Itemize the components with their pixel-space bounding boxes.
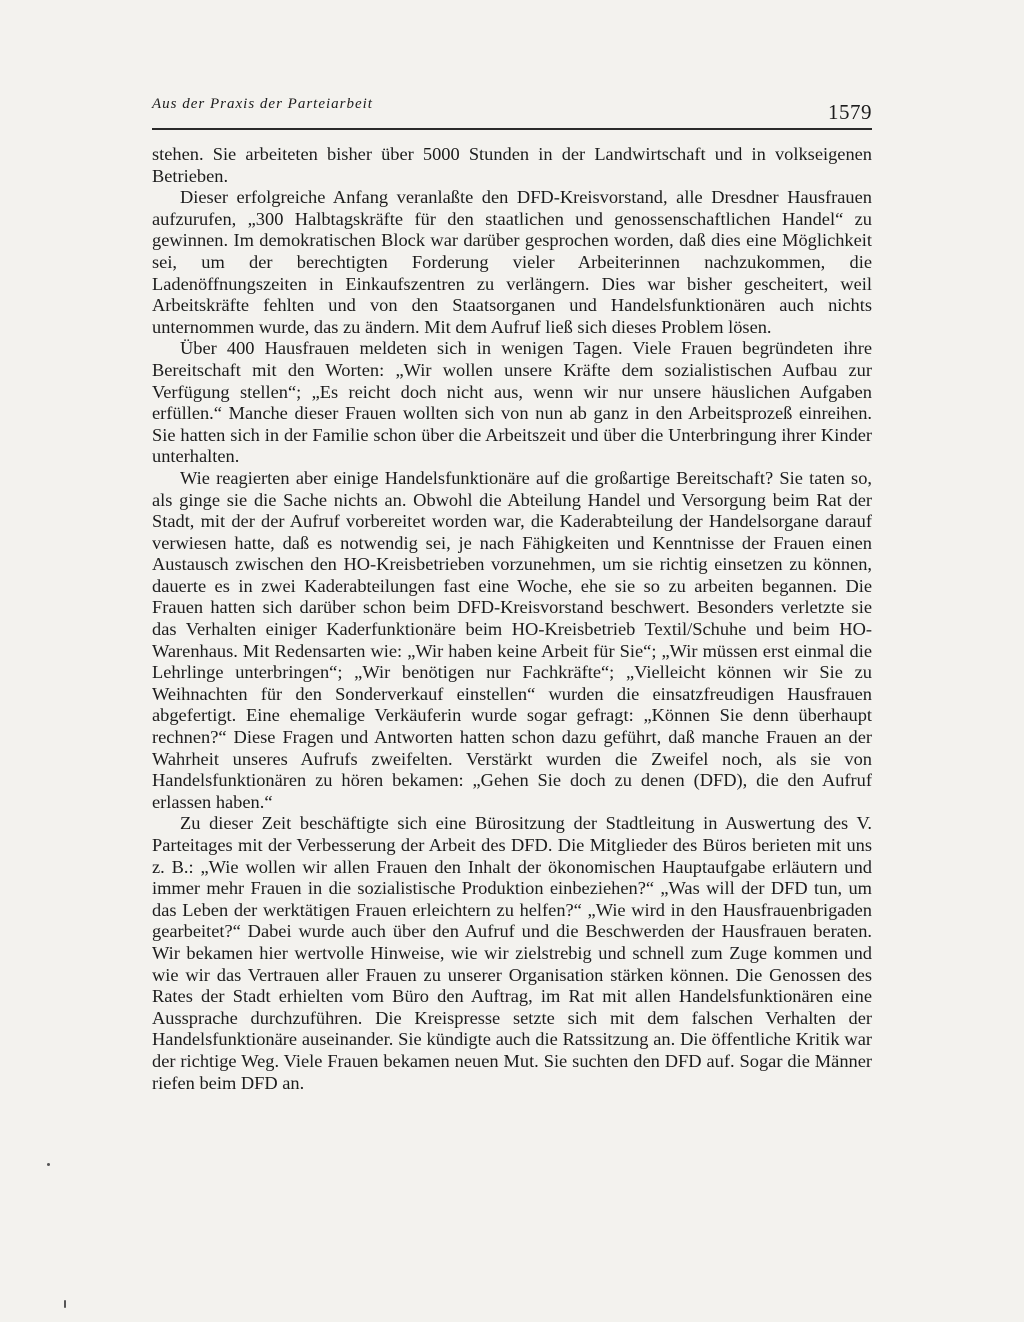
running-title: Aus der Praxis der Parteiarbeit <box>152 96 373 112</box>
paragraph-3: Über 400 Hausfrauen meldeten sich in wenigen Tagen. Viele Frauen begründeten ihre Bereitschaft mit den Worten: „Wir wollen unsere Kräfte dem sozialistischen Aufbau zur Verfügung stellen“; „Es reicht doch nicht aus, wenn wir nur unsere häuslichen Aufgaben erfüllen.“ Manche dieser Frauen wollten sich von nun ab ganz in den Arbeitsprozeß einreihen. Sie hatten sich in der Familie schon über die Arbeitszeit und über die Unterbringung ihrer Kinder unterhalten. <box>152 338 872 467</box>
page-number: 1579 <box>828 100 872 124</box>
paragraph-5: Zu dieser Zeit beschäftigte sich eine Bürositzung der Stadtleitung in Auswertung des V. Parteitages mit der Verbesserung der Arbeit des DFD. Die Mitglieder des Büros berieten mit uns z. B.: „Wie wollen wir allen Frauen den Inhalt der ökonomischen Hauptaufgabe erläutern und immer mehr Frauen in die sozialistische Produktion einbeziehen?“ „Was will der DFD tun, um das Leben der werktätigen Frauen erleichtern zu helfen?“ „Wie wird in den Hausfrauenbrigaden gearbeitet?“ Dabei wurde auch über den Aufruf und die Beschwerden der Hausfrauen beraten. Wir bekamen hier wertvolle Hinweise, wie wir zielstrebig und schnell zum Zuge kommen und wie wir das Vertrauen aller Frauen zu unserer Organisation stärken können. Die Genossen des Rates der Stadt erhielten vom Büro den Auftrag, im Rat mit allen Handelsfunktionären eine Aussprache durchzuführen. Die Kreispresse setzte sich mit dem falschen Verhalten der Handelsfunktionäre auseinander. Sie kündigte auch die Ratssitzung an. Die öffentliche Kritik war der richtige Weg. Viele Frauen bekamen neuen Mut. Sie suchten den DFD auf. Sogar die Männer riefen beim DFD an. <box>152 813 872 1093</box>
paragraph-4: Wie reagierten aber einige Handelsfunktionäre auf die großartige Bereitschaft? Sie taten so, als ginge sie die Sache nichts an. Obwohl die Abteilung Handel und Versorgung beim Rat der Stadt, mit der der Aufruf vorbereitet worden war, die Kaderabteilung der Handelsorgane darauf verwiesen hatte, daß es notwendig sei, je nach Fähigkeiten und Kenntnisse der Frauen einen Austausch zwischen den HO-Kreisbetrieben vorzunehmen, um sie richtig einsetzen zu können, dauerte es in zwei Kaderabteilungen fast eine Woche, ehe sie so zu arbeiten begannen. Die Frauen hatten sich darüber schon beim DFD-Kreisvorstand beschwert. Besonders verletzte sie das Verhalten einiger Kaderfunktionäre beim HO-Kreisbetrieb Textil/Schuhe und beim HO-Warenhaus. Mit Redensarten wie: „Wir haben keine Arbeit für Sie“; „Wir müssen erst einmal die Lehrlinge unterbringen“; „Wir benötigen nur Fachkräfte“; „Vielleicht können wir Sie zu Weihnachten für den Sonderverkauf einstellen“ wurden die einsatzfreudigen Hausfrauen abgefertigt. Eine ehemalige Verkäuferin wurde sogar gefragt: „Können Sie denn überhaupt rechnen?“ Diese Fragen und Antworten hatten schon dazu geführt, daß manche Frauen an der Wahrheit unseres Aufrufs zweifelten. Verstärkt wurden die Zweifel noch, als sie von Handelsfunktionären zu hören bekamen: „Gehen Sie doch zu denen (DFD), die den Aufruf erlassen haben.“ <box>152 467 872 812</box>
paragraph-2: Dieser erfolgreiche Anfang veranlaßte den DFD-Kreisvorstand, alle Dresdner Hausfrauen aufzurufen, „300 Halbtagskräfte für den staatlichen und genossenschaftlichen Handel“ zu gewinnen. Im demokratischen Block war darüber gesprochen worden, daß dies eine Möglichkeit sei, um der berechtigten Forderung vieler Arbeiterinnen nachzukommen, die Ladenöffnungszeiten in Einkaufszentren zu verlängern. Dies war bisher gescheitert, weil Arbeitskräfte fehlten und von den Staatsorganen und Handelsfunktionären auch nichts unternommen wurde, das zu ändern. Mit dem Aufruf ließ sich dieses Problem lösen. <box>152 187 872 337</box>
scan-speck <box>64 1300 66 1308</box>
scan-speck <box>47 1163 50 1166</box>
body-text <box>152 144 872 1094</box>
paragraph-1: stehen. Sie arbeiteten bisher über 5000 Stunden in der Landwirtschaft und in volkseigenen Betrieben. <box>152 144 872 186</box>
page-header <box>152 96 872 130</box>
